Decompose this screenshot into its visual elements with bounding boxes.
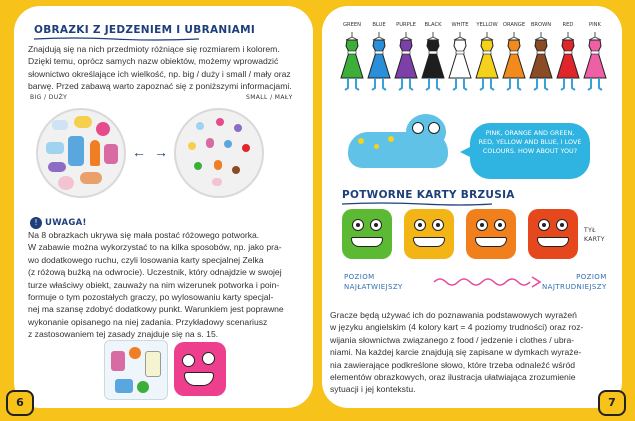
carrot-icon — [90, 140, 100, 166]
level-hard-label — [542, 272, 607, 292]
dress-color-label: YELLOW — [476, 22, 498, 28]
eye-icon — [370, 219, 382, 231]
body-line: nia zawierające podkreślone słowo, które trzeba odnaleźć wśród — [330, 359, 576, 370]
dress-icon — [502, 32, 526, 94]
warning-line: z zastosowaniem tej zasady znajduje się na s. 15. — [28, 329, 219, 340]
bread-icon — [48, 162, 66, 172]
cheese-icon — [74, 116, 92, 128]
mouth-icon — [184, 372, 214, 386]
dress-item — [556, 22, 580, 99]
dress-icon — [583, 32, 607, 94]
monster-card — [466, 209, 516, 259]
pea-icon — [194, 162, 202, 170]
eye-icon — [352, 219, 364, 231]
intro-line: Dzięki temu, oprócz samych nazw obiektów, możemy wprowadzić — [28, 56, 279, 67]
dress-color-label: BLACK — [424, 22, 442, 28]
label-small: SMALL / MAŁY — [246, 94, 293, 101]
label-big: BIG / DUŻY — [30, 94, 68, 101]
spot-icon — [358, 138, 364, 144]
dress-icon — [529, 32, 553, 94]
dress-item — [475, 22, 499, 99]
warning-line: wo dodatkowego ruchu, czyli losowania karty specjalnej Zelka — [28, 254, 264, 265]
back-label-line: KARTY — [584, 236, 605, 243]
arrow-left-icon: ← — [132, 144, 146, 160]
dress-icon — [421, 32, 445, 94]
warning-line: W zabawie można wykorzystać to na kilka sposobów, np. jako pra- — [28, 242, 282, 253]
body-line: Gracze będą używać ich do poznawania podstawowych wyrażeń — [330, 310, 577, 320]
game-card-illustration — [104, 340, 168, 400]
cookie-icon — [232, 166, 240, 174]
dress-item — [340, 22, 364, 99]
warning-paragraph — [28, 229, 310, 341]
mitten-icon — [224, 140, 232, 148]
warning-line: (z różową buźką na odwrocie). Uczestnik, który odnajdzie w swojej — [28, 267, 282, 278]
dress-color-label: ORANGE — [502, 22, 526, 28]
sweet-icon — [212, 178, 222, 186]
left-page — [14, 6, 313, 408]
intro-line: słownictwo określające ich wielkość, np. big / duży i small / mały oraz — [28, 68, 291, 79]
dress-item — [529, 22, 553, 99]
monster-card — [404, 209, 454, 259]
eye-icon — [494, 219, 506, 231]
body-line: niami. Na każdej karcie znajdują się zapisane w dymkach wyraże- — [330, 347, 582, 358]
warning-line: nej ma szansę zdobyć dodatkowy punkt. Warunkiem jest poprawne — [28, 304, 284, 315]
pink-monster-card — [174, 342, 226, 396]
body-line: sytuacji i jej kontekstu. — [330, 384, 416, 395]
dress-icon — [448, 32, 472, 94]
body-line: w języku angielskim (4 kolory kart = 4 poziomy trudności) oraz roz- — [330, 322, 584, 333]
blue-monster-illustration — [348, 132, 448, 168]
orange-icon — [129, 347, 141, 359]
cupcake-icon — [58, 176, 74, 190]
dress-icon — [475, 32, 499, 94]
page-number-right: 7 — [598, 390, 626, 416]
monster-head — [406, 114, 446, 150]
mouth-icon — [351, 237, 383, 247]
donut-icon — [96, 122, 110, 136]
dress-color-label: BROWN — [530, 22, 552, 28]
speech-bubble-icon — [145, 351, 161, 377]
pea-icon — [137, 381, 149, 393]
warning-line: Na 8 obrazkach ukrywa się mała postać różowego potworka. — [28, 230, 260, 240]
cards-paragraph — [330, 309, 620, 396]
eye-icon — [182, 354, 195, 367]
left-page-title: OBRAZKI Z JEDZENIEM I UBRANIAMI — [34, 24, 256, 36]
shirt-icon — [206, 138, 214, 148]
dress-icon — [111, 351, 125, 371]
dress-color-label: BLUE — [372, 22, 386, 28]
sugar-cubes-icon — [52, 120, 68, 130]
spot-icon — [388, 136, 394, 142]
big-items-illustration — [36, 108, 126, 198]
page-number-left: 6 — [6, 390, 34, 416]
mouth-icon — [537, 237, 569, 247]
juice-icon — [214, 160, 222, 170]
dress-color-label: GREEN — [342, 22, 362, 28]
title-underline — [34, 37, 199, 41]
dress-item — [367, 22, 391, 99]
hat-icon — [80, 172, 102, 184]
level-easy-line: POZIOM — [344, 273, 375, 281]
sock-icon — [196, 122, 204, 130]
eye-icon — [432, 219, 444, 231]
eye-icon — [538, 219, 550, 231]
cards-section-title: POTWORNE KARTY BRZUSIA — [342, 189, 515, 201]
eye-icon — [414, 219, 426, 231]
body-line: wijania słownictwa związanego z food / jedzenie i clothes / ubra- — [330, 334, 575, 345]
mouth-icon — [413, 237, 445, 247]
speech-bubble: PINK, ORANGE AND GREEN, RED, YELLOW AND BLUE, I LOVE COLOURS. HOW ABOUT YOU? — [470, 123, 590, 179]
dress-item — [421, 22, 445, 99]
dress-color-label: PINK — [589, 22, 601, 28]
dress-color-label: WHITE — [451, 22, 469, 28]
back-label — [584, 226, 605, 244]
mouth-icon — [475, 237, 507, 247]
spot-icon — [374, 144, 379, 149]
dress-color-label: RED — [562, 22, 574, 28]
right-page — [322, 6, 622, 408]
dress-color-label: PURPLE — [396, 22, 416, 28]
eye-icon — [476, 219, 488, 231]
difficulty-arrow-icon — [432, 274, 542, 290]
glove-icon — [234, 124, 242, 132]
dress-icon — [340, 32, 364, 94]
intro-line: Znajdują się na nich przedmioty różniące się rozmiarem i kolorem. — [28, 44, 280, 54]
sweater-icon — [115, 379, 133, 393]
apple-icon — [242, 144, 250, 152]
back-label-line: TYŁ — [584, 227, 596, 234]
intro-line: barwę. Przed zabawą warto zapoznać się z poniższymi informacjami. — [28, 81, 292, 92]
info-icon: ! — [30, 217, 42, 229]
candy-icon — [216, 118, 224, 126]
boot-icon — [68, 136, 84, 166]
arrow-right-icon: → — [154, 144, 168, 160]
dress-icon — [104, 144, 118, 164]
eye-icon — [428, 122, 440, 134]
level-hard-line: NAJTRUDNIEJSZY — [542, 283, 607, 291]
monster-card — [528, 209, 578, 259]
intro-paragraph — [28, 43, 308, 93]
title-underline — [342, 202, 492, 206]
eye-icon — [556, 219, 568, 231]
dress-item — [448, 22, 472, 99]
warning-line: turze właściwy obiekt, zauważy na nim wizerunek potworka i poin- — [28, 279, 280, 290]
warning-line: formuje o tym pozostałych graczy, po wylosowaniu karty specjal- — [28, 292, 274, 303]
level-hard-line: POZIOM — [576, 273, 607, 281]
warning-line: wykonanie opisanego na niej zadania. Przykładowy scenariusz — [28, 316, 268, 327]
cap-icon — [46, 142, 64, 154]
dress-item — [394, 22, 418, 99]
dress-item — [502, 22, 526, 99]
warning-title: UWAGA! — [45, 218, 87, 228]
body-line: elementów obrazkowych, oraz ilustracja ułatwiająca zrozumienie — [330, 372, 576, 383]
eye-icon — [412, 122, 424, 134]
dress-item — [583, 22, 607, 99]
dress-icon — [394, 32, 418, 94]
eye-icon — [202, 352, 215, 365]
level-easy-line: NAJŁATWIEJSZY — [344, 283, 403, 291]
dress-icon — [367, 32, 391, 94]
small-items-illustration — [174, 108, 264, 198]
monster-card — [342, 209, 392, 259]
level-easy-label — [344, 272, 403, 292]
lemon-icon — [188, 142, 196, 150]
dress-icon — [556, 32, 580, 94]
